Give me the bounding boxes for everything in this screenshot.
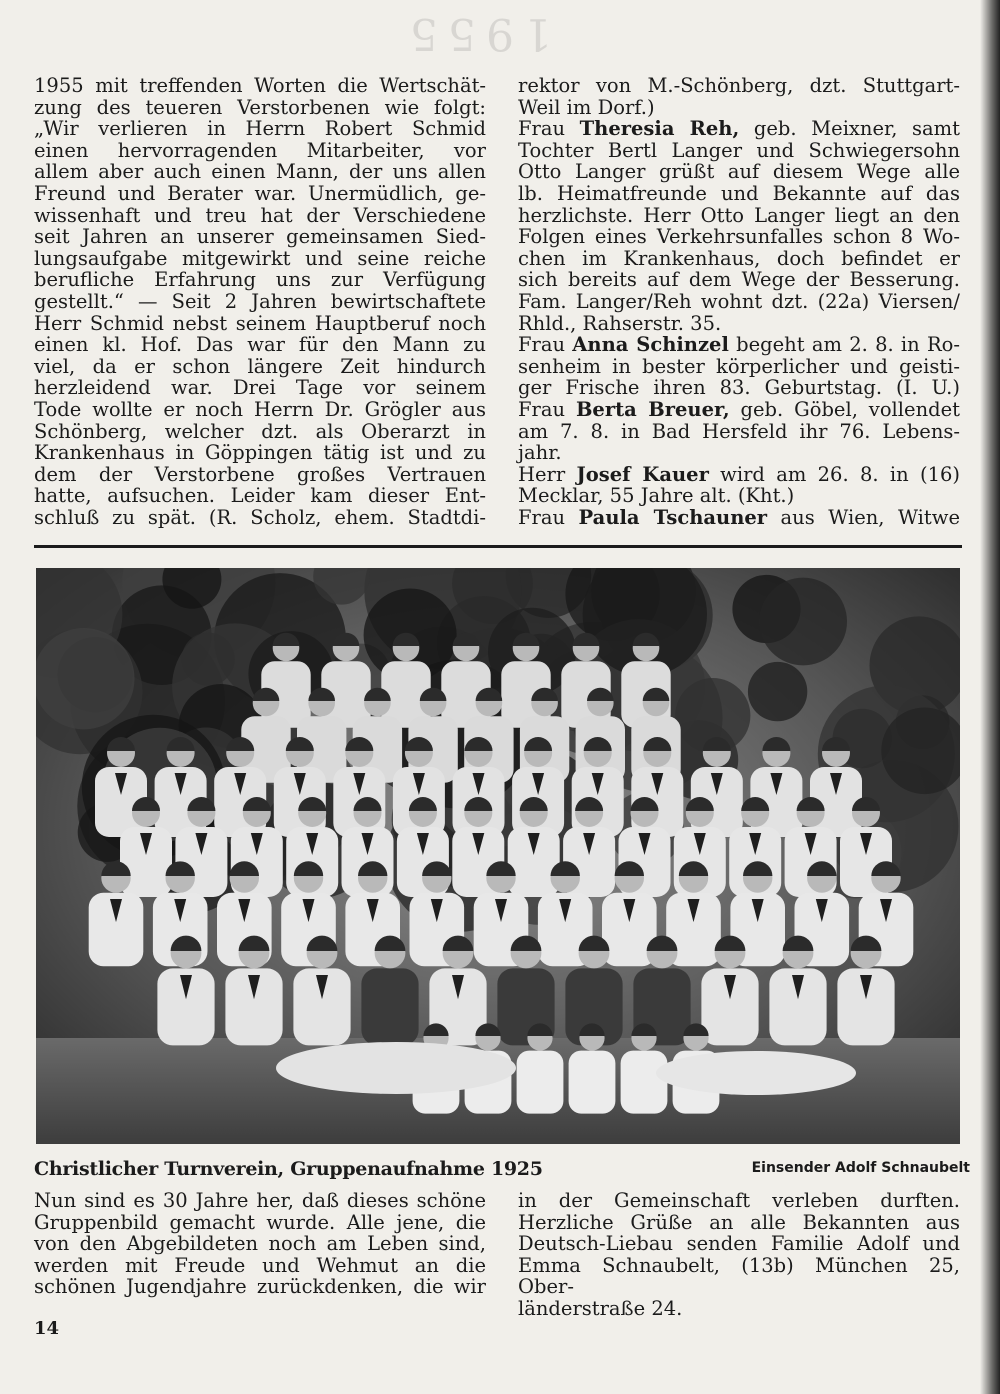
bleed-through-mark: 1955	[400, 8, 552, 59]
text-line: Frau Anna Schinzel begeht am 2. 8. in Ro-	[518, 333, 960, 357]
group-photo	[36, 568, 960, 1144]
text-line: allem aber auch einen Mann, der uns allen	[34, 160, 486, 184]
reclining-figure	[656, 1051, 856, 1095]
text-line: Herr Schmid nebst seinem Hauptberuf noch	[34, 311, 486, 335]
text-line: Otto Langer grüßt auf diesem Wege alle	[518, 160, 960, 184]
text-line: länderstraße 24.	[518, 1296, 683, 1320]
text-line: Frau Theresia Reh, geb. Meixner, samt	[518, 117, 960, 141]
text-line: gestellt.“ — Seit 2 Jahren bewirtschaftete	[34, 289, 486, 313]
text-line: werden mit Freude und Wehmut an die	[34, 1253, 486, 1277]
text-line: hatte, aufsuchen. Leider kam dieser Ent-	[34, 484, 486, 508]
page-number: 14	[34, 1318, 60, 1339]
text-line: am 7. 8. in Bad Hersfeld ihr 76. Lebens-	[518, 419, 960, 443]
photo-caption: Christlicher Turnverein, Gruppenaufnahme 1925	[34, 1158, 543, 1180]
text-line: jahr.	[518, 441, 562, 465]
text-column-left	[34, 75, 486, 528]
caption-text-left	[34, 1190, 486, 1298]
text-line: viel, da er schon längere Zeit hindurch	[34, 354, 486, 378]
person-name: Berta Breuer,	[575, 397, 730, 421]
text-line: rektor von M.-Schönberg, dzt. Stuttgart-	[518, 74, 960, 97]
text-line: Fam. Langer/Reh wohnt dzt. (22a) Viersen/	[518, 289, 960, 313]
text-line: lb. Heimatfreunde und Bekannte auf das	[518, 181, 960, 205]
text-line: Rhld., Rahserstr. 35.	[518, 311, 722, 335]
text-line: „Wir verlieren in Herrn Robert Schmid	[34, 117, 486, 141]
foliage-blob	[759, 578, 847, 666]
divider	[34, 545, 962, 548]
text-line: Gruppenbild gemacht wurde. Alle jene, die	[34, 1210, 486, 1234]
text-line: Tode wollte er noch Herrn Dr. Grögler aus	[34, 397, 486, 421]
text-line: zung des teueren Verstorbenen wie folgt:	[34, 95, 486, 119]
person-name: Josef Kauer	[576, 462, 709, 486]
text-line: Deutsch-Liebau senden Familie Adolf und	[518, 1232, 960, 1256]
text-line: in der Gemeinschaft verleben durften.	[518, 1189, 960, 1212]
text-line: berufliche Erfahrung uns zur Verfügung	[34, 268, 486, 292]
text-line: Mecklar, 55 Jahre alt. (Kht.)	[518, 484, 795, 508]
text-line: Emma Schnaubelt, (13b) München 25, Ober-	[518, 1253, 960, 1299]
person-name: Anna Schinzel	[572, 333, 729, 357]
text-line: schluß zu spät. (R. Scholz, ehem. Stadtdi-	[34, 505, 486, 529]
group-photo-image	[36, 568, 960, 1144]
text-line: Herr Josef Kauer wird am 26. 8. in (16)	[518, 462, 960, 486]
reclining-figure	[276, 1042, 516, 1094]
photo-credit: Einsender Adolf Schnaubelt	[751, 1160, 970, 1176]
text-line: einen kl. Hof. Das war für den Mann zu	[34, 333, 486, 357]
text-line: dem der Verstorbene großes Vertrauen	[34, 462, 486, 486]
person-name: Theresia Reh,	[579, 117, 740, 141]
text-line: ger Frische ihren 83. Geburtstag. (I. U.)	[518, 376, 960, 400]
text-line: Schönberg, welcher dzt. als Oberarzt in	[34, 419, 486, 443]
text-line: einen hervorragenden Mitarbeiter, vor	[34, 138, 486, 162]
text-line: 1955 mit treffenden Worten die Wertschät-	[34, 74, 486, 97]
text-line: Folgen eines Verkehrsunfalles schon 8 Wo-	[518, 225, 960, 249]
text-line: Frau Berta Breuer, geb. Göbel, vollendet	[518, 397, 960, 421]
person-name: Paula Tschauner	[578, 505, 768, 529]
foliage-blob	[36, 628, 135, 729]
text-line: herzleidend war. Drei Tage vor seinem	[34, 376, 486, 400]
text-line: lungsaufgabe mitgewirkt und seine reiche	[34, 246, 486, 270]
text-line: wissenhaft und treu hat der Verschiedene	[34, 203, 486, 227]
text-line: von den Abgebildeten noch am Leben sind,	[34, 1232, 486, 1256]
text-line: Krankenhaus in Göppingen tätig ist und zu	[34, 441, 486, 465]
text-line: Freund und Berater war. Unermüdlich, ge-	[34, 181, 486, 205]
foliage-blob	[182, 633, 235, 686]
text-line: sich bereits auf dem Wege der Besserung.	[518, 268, 960, 292]
caption-text-right	[518, 1190, 960, 1320]
text-line: senheim in bester körperlicher und geisti-	[518, 354, 960, 378]
text-line: Tochter Bertl Langer und Schwiegersohn	[518, 138, 960, 162]
text-line: schönen Jugendjahre zurückdenken, die wir	[34, 1275, 486, 1299]
text-line: chen im Krankenhaus, doch befindet er	[518, 246, 960, 270]
text-line: herzlichste. Herr Otto Langer liegt an den	[518, 203, 960, 227]
foliage-blob	[748, 662, 807, 721]
text-line: Frau Paula Tschauner aus Wien, Witwe	[518, 505, 960, 529]
text-line: Nun sind es 30 Jahre her, daß dieses schöne	[34, 1189, 486, 1212]
book-spine-shadow	[980, 0, 1000, 1394]
text-line: Weil im Dorf.)	[518, 95, 655, 119]
text-column-right	[518, 75, 960, 528]
text-line: Herzliche Grüße an alle Bekannten aus	[518, 1210, 960, 1234]
text-line: seit Jahren an unserer gemeinsamen Sied-	[34, 225, 486, 249]
